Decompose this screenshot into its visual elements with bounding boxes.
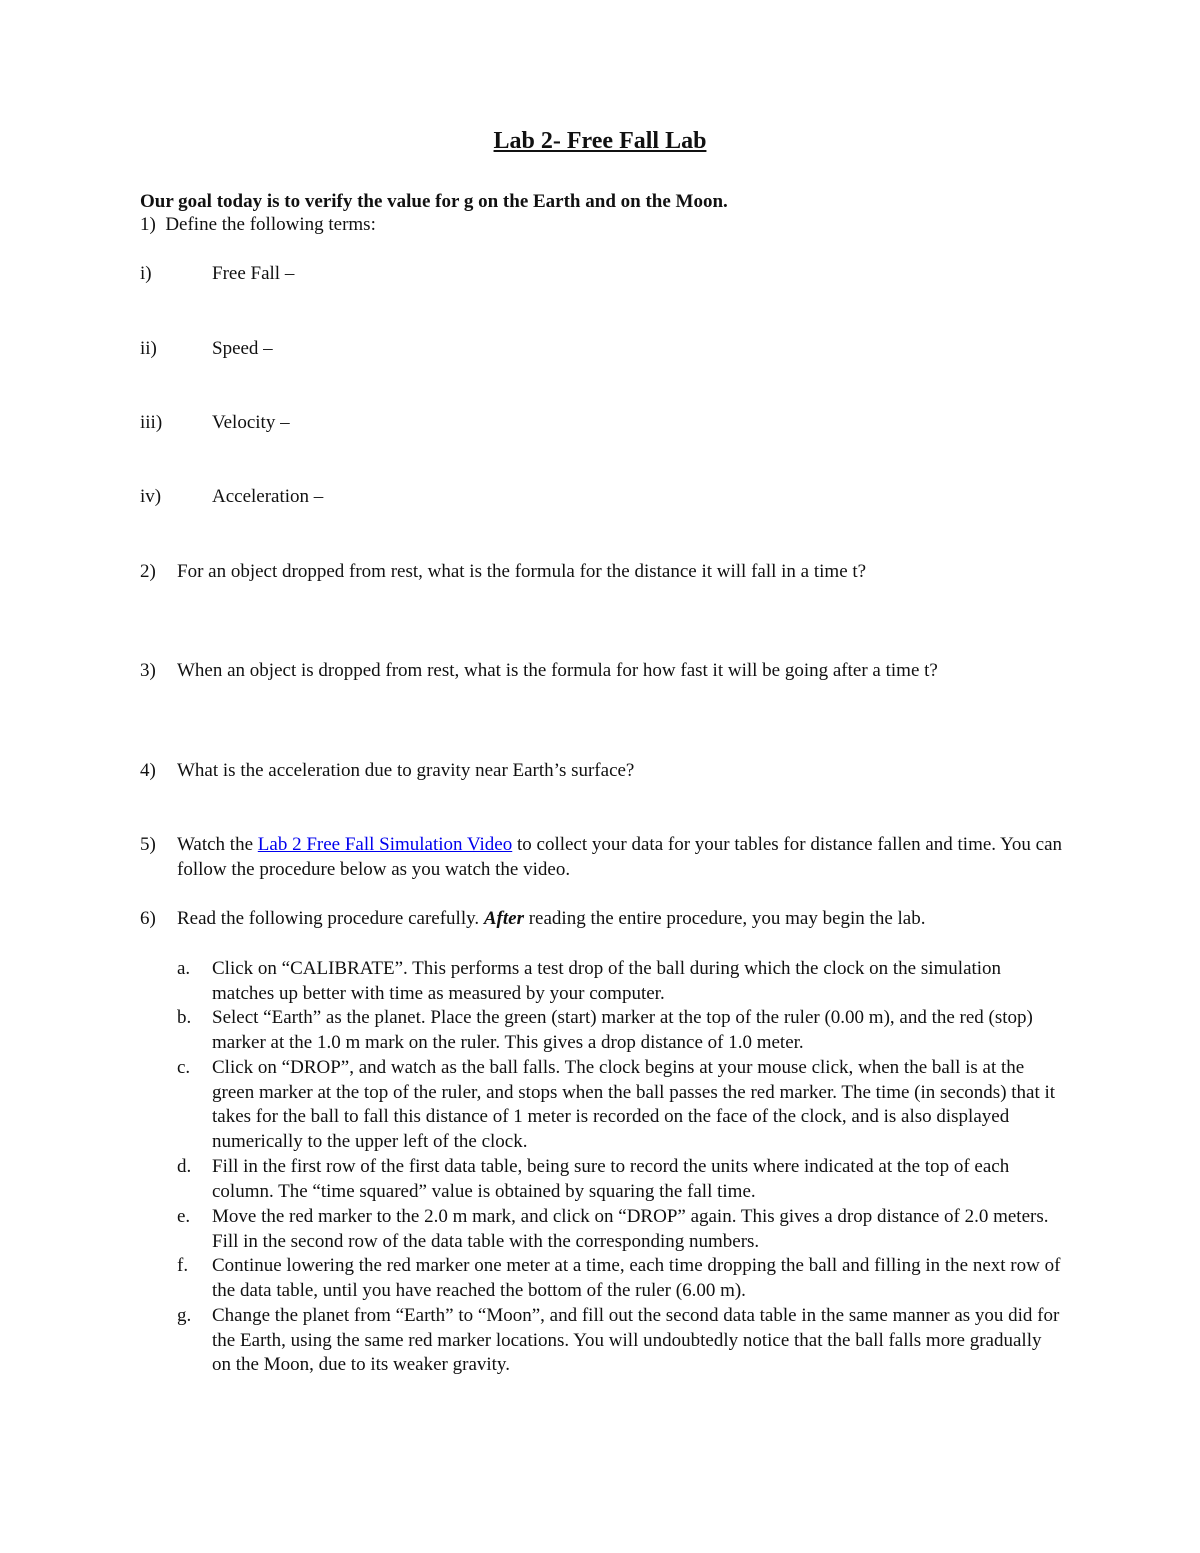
step-f-text: Continue lowering the red marker one meter at a time, each time dropping the ball and filling in the next row of the data table, until you have reached the bottom of the ruler (6.00 m). [212,1255,1061,1301]
question-5-prefix: Watch the [177,834,258,855]
term-velocity: Velocity – [212,412,290,433]
question-4-text: What is the acceleration due to gravity near Earth’s surface? [177,760,635,781]
step-letter: f. [177,1255,189,1276]
question-5-text [177,833,1067,882]
term-acceleration: Acceleration – [212,486,324,507]
step-letter: c. [177,1057,191,1078]
simulation-video-link[interactable]: Lab 2 Free Fall Simulation Video [257,834,513,855]
step-letter: b. [177,1007,192,1028]
step-letter: e. [177,1206,191,1227]
term-numeral: iii) [140,412,163,433]
question-text: Define the following terms: [165,214,376,235]
term-speed: Speed – [212,338,273,359]
page-title: Lab 2- Free Fall Lab [493,128,707,154]
step-e-text: Move the red marker to the 2.0 m mark, and click on “DROP” again. This gives a drop distance of 2.0 meters. Fill in the second row of the data table with the corresponding numbers. [212,1206,1049,1252]
term-free-fall: Free Fall – [212,263,295,284]
step-b-text: Select “Earth” as the planet. Place the green (start) marker at the top of the ruler (0.00 m), and the red (stop) marker at the 1.0 m mark on the ruler. This gives a drop distance of 1.0 meter. [212,1007,1033,1053]
question-number: 2) [140,561,156,582]
step-g-text: Change the planet from “Earth” to “Moon”, and fill out the second data table in the same manner as you did for the Earth, using the same red marker locations. You will undoubtedly notice that the ball falls more gradually on the Moon, due to its weaker gravity. [212,1305,1060,1376]
goal-statement: Our goal today is to verify the value for g on the Earth and on the Moon. [140,191,728,212]
term-numeral: iv) [140,486,162,507]
question-6-prefix: Read the following procedure carefully. [177,908,484,929]
term-numeral: ii) [140,338,157,359]
question-6-text [177,907,1067,932]
question-1 [140,213,376,238]
step-letter: a. [177,958,191,979]
step-letter: d. [177,1156,192,1177]
question-number: 6) [140,908,156,929]
question-6-suffix: reading the entire procedure, you may begin the lab. [523,908,926,929]
question-3-text: When an object is dropped from rest, what is the formula for how fast it will be going after a time t? [177,660,938,681]
step-d-text: Fill in the first row of the first data table, being sure to record the units where indicated at the top of each column. The “time squared” value is obtained by squaring the fall time. [212,1156,1010,1202]
question-number: 1) [140,214,156,235]
question-number: 5) [140,834,156,855]
term-numeral: i) [140,263,152,284]
step-c-text: Click on “DROP”, and watch as the ball falls. The clock begins at your mouse click, when the ball is at the green marker at the top of the ruler, and stops when the ball passes the red marker. The time (in seconds) that it takes for the ball to fall this distance of 1 meter is recorded on the face of the clock, and is also displayed numerically to the upper left of the clock. [212,1057,1056,1153]
step-a-text: Click on “CALIBRATE”. This performs a test drop of the ball during which the clock on the simulation matches up better with time as measured by your computer. [212,958,1002,1004]
step-letter: g. [177,1305,192,1326]
question-number: 4) [140,760,156,781]
emphasis-after: After [483,908,524,929]
question-5-suffix: to collect your data for your tables for distance fallen and time. You can follow the procedure below as you watch the video. [177,834,1063,880]
question-2-text: For an object dropped from rest, what is the formula for the distance it will fall in a time t? [177,561,867,582]
question-number: 3) [140,660,156,681]
